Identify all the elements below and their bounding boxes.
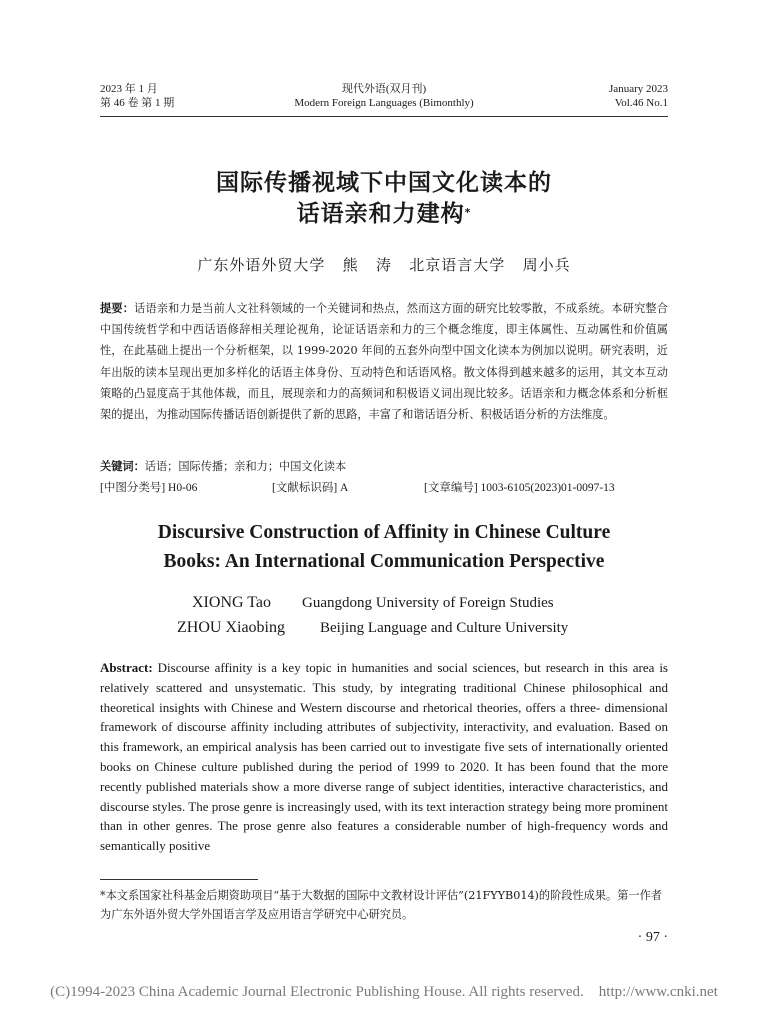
header-journal-cn: 现代外语(双月刊) <box>341 83 427 95</box>
authors-cn: 广东外语外贸大学 熊 涛 北京语言大学 周小兵 <box>197 256 571 274</box>
article-title-cn <box>100 168 668 230</box>
running-header <box>100 82 668 112</box>
author-en-row <box>100 619 668 641</box>
footnote-divider <box>100 879 258 880</box>
classification-line <box>100 479 668 495</box>
abstract-cn-text: 话语亲和力是当前人文社科领域的一个关键词和热点，然而这方面的研究比较零散，不成系统。本研究整合中国传统哲学和中西话语修辞相关理论视角，论证话语亲和力的三个概念维度，即主体属性、互动属性和价值属性，在此基础上提出一个分析框架，以 1999-2020 年间的五套外向型中国文化读本为例加以说明。研究表明，近年出版的读本呈现出更加多样化的话语主体身份、互动特色和话语风格。散文体得到越来越多的运用，其文本互动策略的凸显度高于其他体裁，而且，展现亲和力的高频词和积极语义词出现比较多。话语亲和力概念体系和分析框架的提出，为推动国际传播话语创新提供了新的思路，丰富了和谐话语分析、积极话语分析的方法维度。 <box>100 302 668 422</box>
author-en-affiliation: Guangdong University of Foreign Studies <box>302 595 554 611</box>
title-cn-line1: 国际传播视域下中国文化读本的 <box>216 170 552 196</box>
footnote: *本文系国家社科基金后期资助项目“基于大数据的国际中文教材设计评估”(21FYYB014)的阶段性成果。第一作者为广东外语外贸大学外国语言学及应用语言学研究中心研究员。 <box>100 889 662 921</box>
header-volume-cn: 第 46 卷 第 1 期 <box>100 97 175 109</box>
abstract-cn <box>100 298 668 425</box>
header-date-en: January 2023 <box>609 83 668 95</box>
title-en-line1: Discursive Construction of Affinity in Chinese Culture <box>157 522 611 543</box>
page-number: · 97 · <box>637 930 668 945</box>
header-right <box>609 82 668 110</box>
document-code: [文献标识码] A <box>272 482 349 494</box>
abstract-en <box>100 658 668 856</box>
header-divider <box>100 116 668 117</box>
keywords-cn-label: 关键词： <box>100 460 145 473</box>
header-date-cn: 2023 年 1 月 <box>100 83 158 95</box>
header-center <box>100 82 668 110</box>
header-journal-en: Modern Foreign Languages (Bimonthly) <box>294 97 474 109</box>
title-cn-line2-text: 话语亲和力建构 <box>296 201 465 227</box>
title-cn-line2 <box>100 199 668 230</box>
author-en-name: XIONG Tao <box>192 594 272 611</box>
copyright-notice: (C)1994-2023 China Academic Journal Electronic Publishing House. All rights reserved. http://www.cnki.net <box>50 984 718 1000</box>
title-en-line2: Books: An International Communication Perspective <box>163 551 605 572</box>
footnote-marker: * <box>464 206 472 219</box>
article-title-en <box>100 518 668 576</box>
author-en-affiliation: Beijing Language and Culture University <box>320 620 569 636</box>
keywords-cn-text: 话语；国际传播；亲和力；中国文化读本 <box>144 460 347 473</box>
abstract-cn-label: 提要： <box>100 302 135 315</box>
author-en-row <box>100 594 668 616</box>
abstract-en-label: Abstract: <box>100 660 153 675</box>
abstract-en-text: Discourse affinity is a key topic in humanities and social sciences, but research in this area is relatively scattered and unsystematic. This study, by integrating traditional Chinese philosophical and theoretical insights with Chinese and Western discourse and rhetorical theories, offers a three- dimensional framework of discourse affinity including attributes of subjectivity, interactivity, and evaluation. Based on this framework, an empirical analysis has been carried out to investigate five sets of internationally oriented books on Chinese culture published during the period of 1999 to 2020. It has been found that the more recently published materials show a more diverse range of subject identities, interactive characteristics, and discourse styles. The prose genre is increasingly used, with its text interaction strategy being more prominent than in other genres. The prose genre also features a considerable number of high-frequency words and semantically positive <box>100 660 668 854</box>
clc-number: [中图分类号] H0-06 <box>100 482 198 494</box>
header-volume-en: Vol.46 No.1 <box>614 97 668 109</box>
author-en-name: ZHOU Xiaobing <box>177 619 285 636</box>
article-number: [文章编号] 1003-6105(2023)01-0097-13 <box>424 482 615 494</box>
keywords-cn <box>100 458 668 476</box>
